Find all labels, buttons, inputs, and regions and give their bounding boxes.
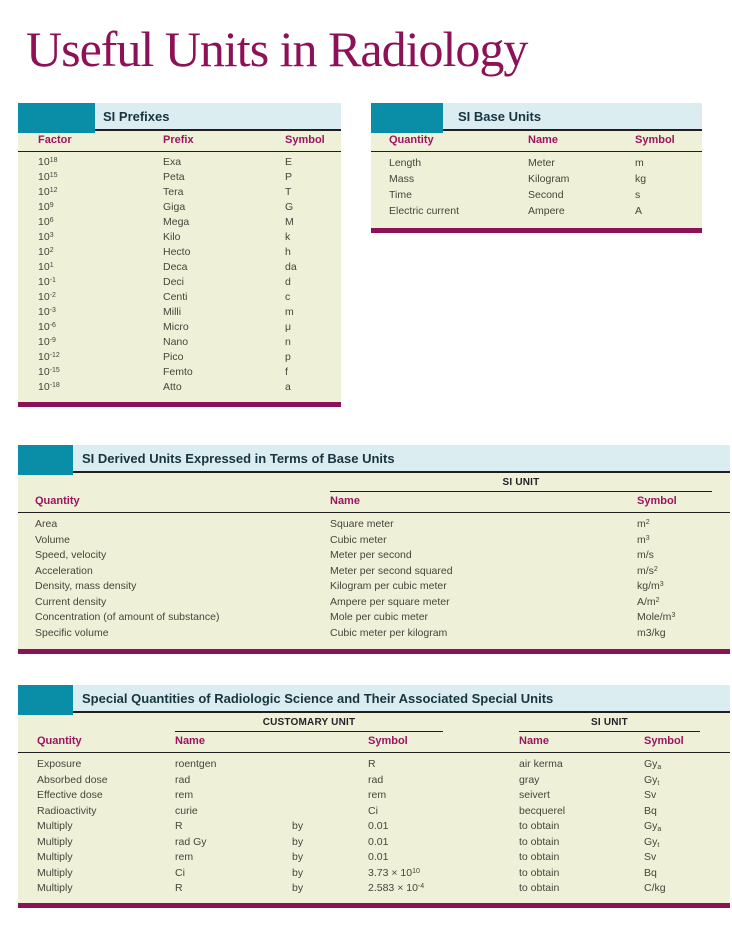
table-cell: to obtain (519, 866, 560, 879)
table-rows (18, 152, 341, 402)
table-row (18, 200, 341, 215)
table-cell: by (292, 882, 304, 894)
table-row (18, 564, 730, 580)
table-row (18, 290, 341, 305)
table-body (371, 129, 702, 228)
table-cell: by (292, 851, 304, 863)
table-cell: Cubic meter (330, 533, 387, 546)
table-cell: $10^6$ (38, 216, 54, 228)
table-cell: $Gy_a$ (644, 820, 662, 833)
column-header-factor: Factor (38, 134, 72, 146)
table-cell: Atto (163, 381, 182, 393)
group-header-si-unit: SI UNIT (519, 717, 700, 732)
table-cell: Tera (163, 186, 184, 198)
table-bottom-border (371, 228, 702, 233)
column-header-name: Name (330, 495, 360, 507)
table-cell: curie (175, 804, 198, 817)
table-cell: $10^2$ (38, 246, 54, 258)
table-cell: Volume (35, 533, 71, 546)
column-header-name: Name (528, 134, 558, 146)
table-cell: rad Gy (175, 835, 207, 848)
table-row (371, 171, 702, 187)
si-prefixes-table (18, 103, 341, 407)
table-header-row (18, 131, 341, 152)
table-row (371, 203, 702, 219)
table-cell: Specific volume (35, 626, 109, 639)
table-body (18, 129, 341, 402)
table-cell: $10^1$ (38, 261, 54, 273)
table-row (18, 517, 730, 533)
table-cell: Bq (644, 804, 657, 817)
column-header-quantity: Quantity (389, 134, 434, 146)
table-cell: Multiply (37, 835, 73, 848)
table-cell: becquerel (519, 804, 566, 817)
table-cell: Meter per second (330, 549, 412, 561)
table-cell: seivert (519, 789, 550, 801)
teal-accent-block (18, 103, 95, 133)
table-rows (371, 152, 702, 228)
table-row (18, 230, 341, 245)
table-cell: P (285, 171, 293, 183)
table-row (18, 788, 730, 804)
table-title: SI Base Units (458, 109, 542, 124)
group-header-row (18, 713, 730, 732)
table-row (18, 835, 730, 851)
table-title: SI Derived Units Expressed in Terms of Base Units (82, 451, 395, 466)
table-titlebar (18, 685, 730, 711)
table-cell: to obtain (519, 882, 560, 894)
table-cell: Mole/$m^3$ (637, 611, 676, 623)
table-cell: Multiply (37, 866, 73, 879)
column-header-symbol: Symbol (285, 134, 325, 146)
table-row (18, 533, 730, 549)
table-row (18, 548, 730, 564)
table-cell: $10^{-2}$ (38, 291, 56, 303)
table-row (18, 260, 341, 275)
table-bottom-border (18, 649, 730, 654)
column-header-prefix: Prefix (163, 134, 194, 146)
table-cell: Centi (163, 291, 188, 303)
table-cell: Time (389, 189, 412, 201)
table-cell: $Gy_a$ (644, 758, 662, 771)
table-cell: Meter per second squared (330, 564, 453, 577)
column-header-quantity: Quantity (35, 495, 80, 507)
table-cell: C/kg (644, 882, 666, 894)
table-cell: R (368, 758, 376, 770)
table-cell: Ci (368, 804, 378, 817)
table-cell: Mega (163, 216, 190, 228)
table-cell: Length (389, 157, 422, 169)
table-cell: by (292, 820, 304, 832)
table-cell: Acceleration (35, 564, 93, 577)
column-header-si-name: Name (519, 735, 549, 747)
table-row (18, 305, 341, 320)
table-cell: Ci (175, 866, 185, 879)
table-cell: Exa (163, 156, 182, 168)
table-cell: Sv (644, 851, 657, 863)
table-row (371, 155, 702, 171)
table-row (18, 610, 730, 626)
table-header-row (371, 131, 702, 152)
table-row (18, 380, 341, 395)
table-cell: a (285, 381, 291, 393)
table-cell: m (285, 306, 294, 318)
table-cell: Radioactivity (37, 804, 97, 817)
table-cell: μ (285, 321, 292, 333)
table-cell: Kilo (163, 231, 181, 243)
table-cell: rad (368, 773, 384, 786)
table-body (18, 711, 730, 903)
table-cell: R (175, 882, 183, 894)
table-cell: $10^{-3}$ (38, 306, 56, 318)
table-cell: Exposure (37, 758, 82, 770)
table-cell: $10^{-12}$ (38, 351, 60, 363)
table-cell: h (285, 246, 291, 258)
table-cell: $Gy_t$ (644, 835, 660, 849)
table-title: SI Prefixes (103, 109, 170, 124)
table-cell: $10^{-15}$ (38, 366, 60, 378)
table-cell: Second (528, 189, 564, 201)
table-row (18, 365, 341, 380)
table-cell: Bq (644, 866, 657, 879)
table-cell: air kerma (519, 758, 563, 770)
table-cell: Milli (163, 306, 182, 318)
table-cell: $m^3$ (637, 533, 650, 546)
table-titlebar (371, 103, 702, 129)
table-cell: m/s (637, 549, 654, 561)
table-row (18, 866, 730, 882)
table-row (18, 245, 341, 260)
table-cell: Kilogram per cubic meter (330, 580, 447, 592)
table-cell: p (285, 351, 291, 363)
table-cell: d (285, 276, 291, 288)
table-cell: $Gy_t$ (644, 773, 660, 787)
table-cell: rad (175, 773, 191, 786)
table-cell: Ampere (528, 205, 565, 217)
table-cell: c (285, 291, 291, 303)
table-row (18, 155, 341, 170)
table-cell: Area (35, 518, 58, 530)
table-cell: rem (175, 789, 194, 801)
column-header-quantity: Quantity (37, 735, 82, 747)
table-row (18, 881, 730, 897)
table-cell: 0.01 (368, 835, 389, 848)
table-cell: Pico (163, 351, 184, 363)
table-cell: rem (368, 789, 387, 801)
table-header-row (18, 732, 730, 753)
group-header-row (18, 473, 730, 492)
group-header-si-unit: SI UNIT (330, 477, 712, 492)
table-cell: kg (635, 173, 647, 185)
table-body (18, 471, 730, 649)
table-cell: Mole per cubic meter (330, 611, 429, 623)
table-cell: A (635, 205, 643, 217)
table-cell: $m/s^2$ (637, 564, 658, 577)
table-cell: G (285, 201, 294, 213)
column-header-si-symbol: Symbol (644, 735, 684, 747)
table-row (18, 773, 730, 789)
table-cell: Nano (163, 336, 189, 348)
table-cell: Effective dose (37, 789, 103, 801)
teal-accent-block (371, 103, 443, 133)
table-cell: 0.01 (368, 820, 389, 832)
table-cell: $10^3$ (38, 231, 54, 243)
table-cell: $10^{-6}$ (38, 321, 56, 333)
table-cell: Square meter (330, 518, 394, 530)
table-cell: T (285, 186, 292, 198)
table-cell: $10^{-9}$ (38, 336, 56, 348)
table-cell: Multiply (37, 820, 73, 832)
table-row (18, 170, 341, 185)
table-cell: by (292, 866, 304, 879)
table-cell: Peta (163, 171, 185, 183)
table-row (18, 215, 341, 230)
table-cell: by (292, 835, 304, 848)
column-header-symbol: Symbol (637, 495, 677, 507)
table-cell: Speed, velocity (35, 549, 107, 561)
table-cell: Giga (163, 201, 186, 213)
table-cell: $10^{15}$ (38, 171, 58, 183)
special-quantities-table (18, 685, 730, 908)
table-cell: Electric current (389, 205, 460, 217)
table-row (18, 850, 730, 866)
table-cell: Cubic meter per kilogram (330, 626, 448, 639)
table-cell: $m^2$ (637, 518, 650, 530)
table-cell: Current density (35, 595, 107, 608)
table-cell: Meter (528, 157, 555, 169)
table-cell: $kg/m^3$ (637, 580, 664, 592)
si-derived-units-table (18, 445, 730, 654)
column-header-customary-name: Name (175, 735, 205, 747)
table-title: Special Quantities of Radiologic Science and Their Associated Special Units (82, 691, 554, 706)
table-cell: Multiply (37, 882, 73, 894)
table-titlebar (18, 445, 730, 471)
table-cell: Hecto (163, 246, 191, 258)
si-base-units-table (371, 103, 702, 233)
table-cell: rem (175, 851, 194, 863)
table-rows (18, 753, 730, 903)
table-cell: roentgen (175, 758, 217, 770)
table-row (18, 350, 341, 365)
page-title: Useful Units in Radiology (26, 21, 528, 77)
table-cell: m3/kg (637, 626, 666, 639)
table-bottom-border (18, 402, 341, 407)
table-cell: Deci (163, 276, 185, 288)
table-row (18, 757, 730, 773)
table-cell: 0.01 (368, 851, 389, 863)
table-row (18, 804, 730, 820)
table-titlebar (18, 103, 341, 129)
table-row (18, 595, 730, 611)
column-header-symbol: Symbol (635, 134, 675, 146)
table-cell: $10^{18}$ (38, 156, 58, 168)
table-row (18, 320, 341, 335)
column-header-customary-symbol: Symbol (368, 735, 408, 747)
table-cell: $3.73 \times 10^{10}$ (368, 866, 420, 879)
teal-accent-block (18, 685, 73, 715)
table-cell: Multiply (37, 851, 73, 863)
table-cell: $10^{-1}$ (38, 276, 56, 288)
table-cell: $2.583 \times 10^{-4}$ (368, 882, 425, 894)
table-cell: Micro (163, 321, 189, 333)
teal-accent-block (18, 445, 73, 475)
table-cell: k (285, 231, 291, 243)
table-cell: Deca (163, 261, 188, 273)
table-cell: s (635, 189, 641, 201)
table-bottom-border (18, 903, 730, 908)
table-row (18, 819, 730, 835)
table-row (18, 626, 730, 642)
table-rows (18, 513, 730, 649)
table-row (18, 275, 341, 290)
table-cell: $10^{12}$ (38, 186, 58, 198)
table-cell: da (285, 261, 297, 273)
group-header-customary-unit: CUSTOMARY UNIT (175, 717, 443, 732)
table-cell: to obtain (519, 820, 560, 832)
table-cell: m (635, 157, 644, 169)
table-row (18, 335, 341, 350)
table-cell: f (285, 366, 288, 378)
table-cell: Absorbed dose (37, 773, 108, 786)
table-header-row (18, 492, 730, 513)
table-cell: Mass (389, 173, 415, 185)
table-cell: $10^{-18}$ (38, 381, 60, 393)
table-cell: to obtain (519, 835, 560, 848)
table-cell: n (285, 336, 291, 348)
table-cell: $A/m^2$ (637, 595, 660, 608)
table-cell: to obtain (519, 851, 560, 863)
table-cell: Femto (163, 366, 193, 378)
table-cell: Concentration (of amount of substance) (35, 611, 220, 623)
table-cell: Ampere per square meter (330, 595, 450, 608)
table-cell: Sv (644, 789, 657, 801)
table-row (18, 185, 341, 200)
table-cell: gray (519, 773, 540, 786)
table-cell: Kilogram (528, 173, 570, 185)
table-cell: Density, mass density (35, 580, 137, 592)
table-cell: $10^9$ (38, 201, 54, 213)
table-cell: E (285, 156, 293, 168)
table-cell: R (175, 820, 183, 832)
table-cell: M (285, 216, 294, 228)
table-row (18, 579, 730, 595)
table-row (371, 187, 702, 203)
